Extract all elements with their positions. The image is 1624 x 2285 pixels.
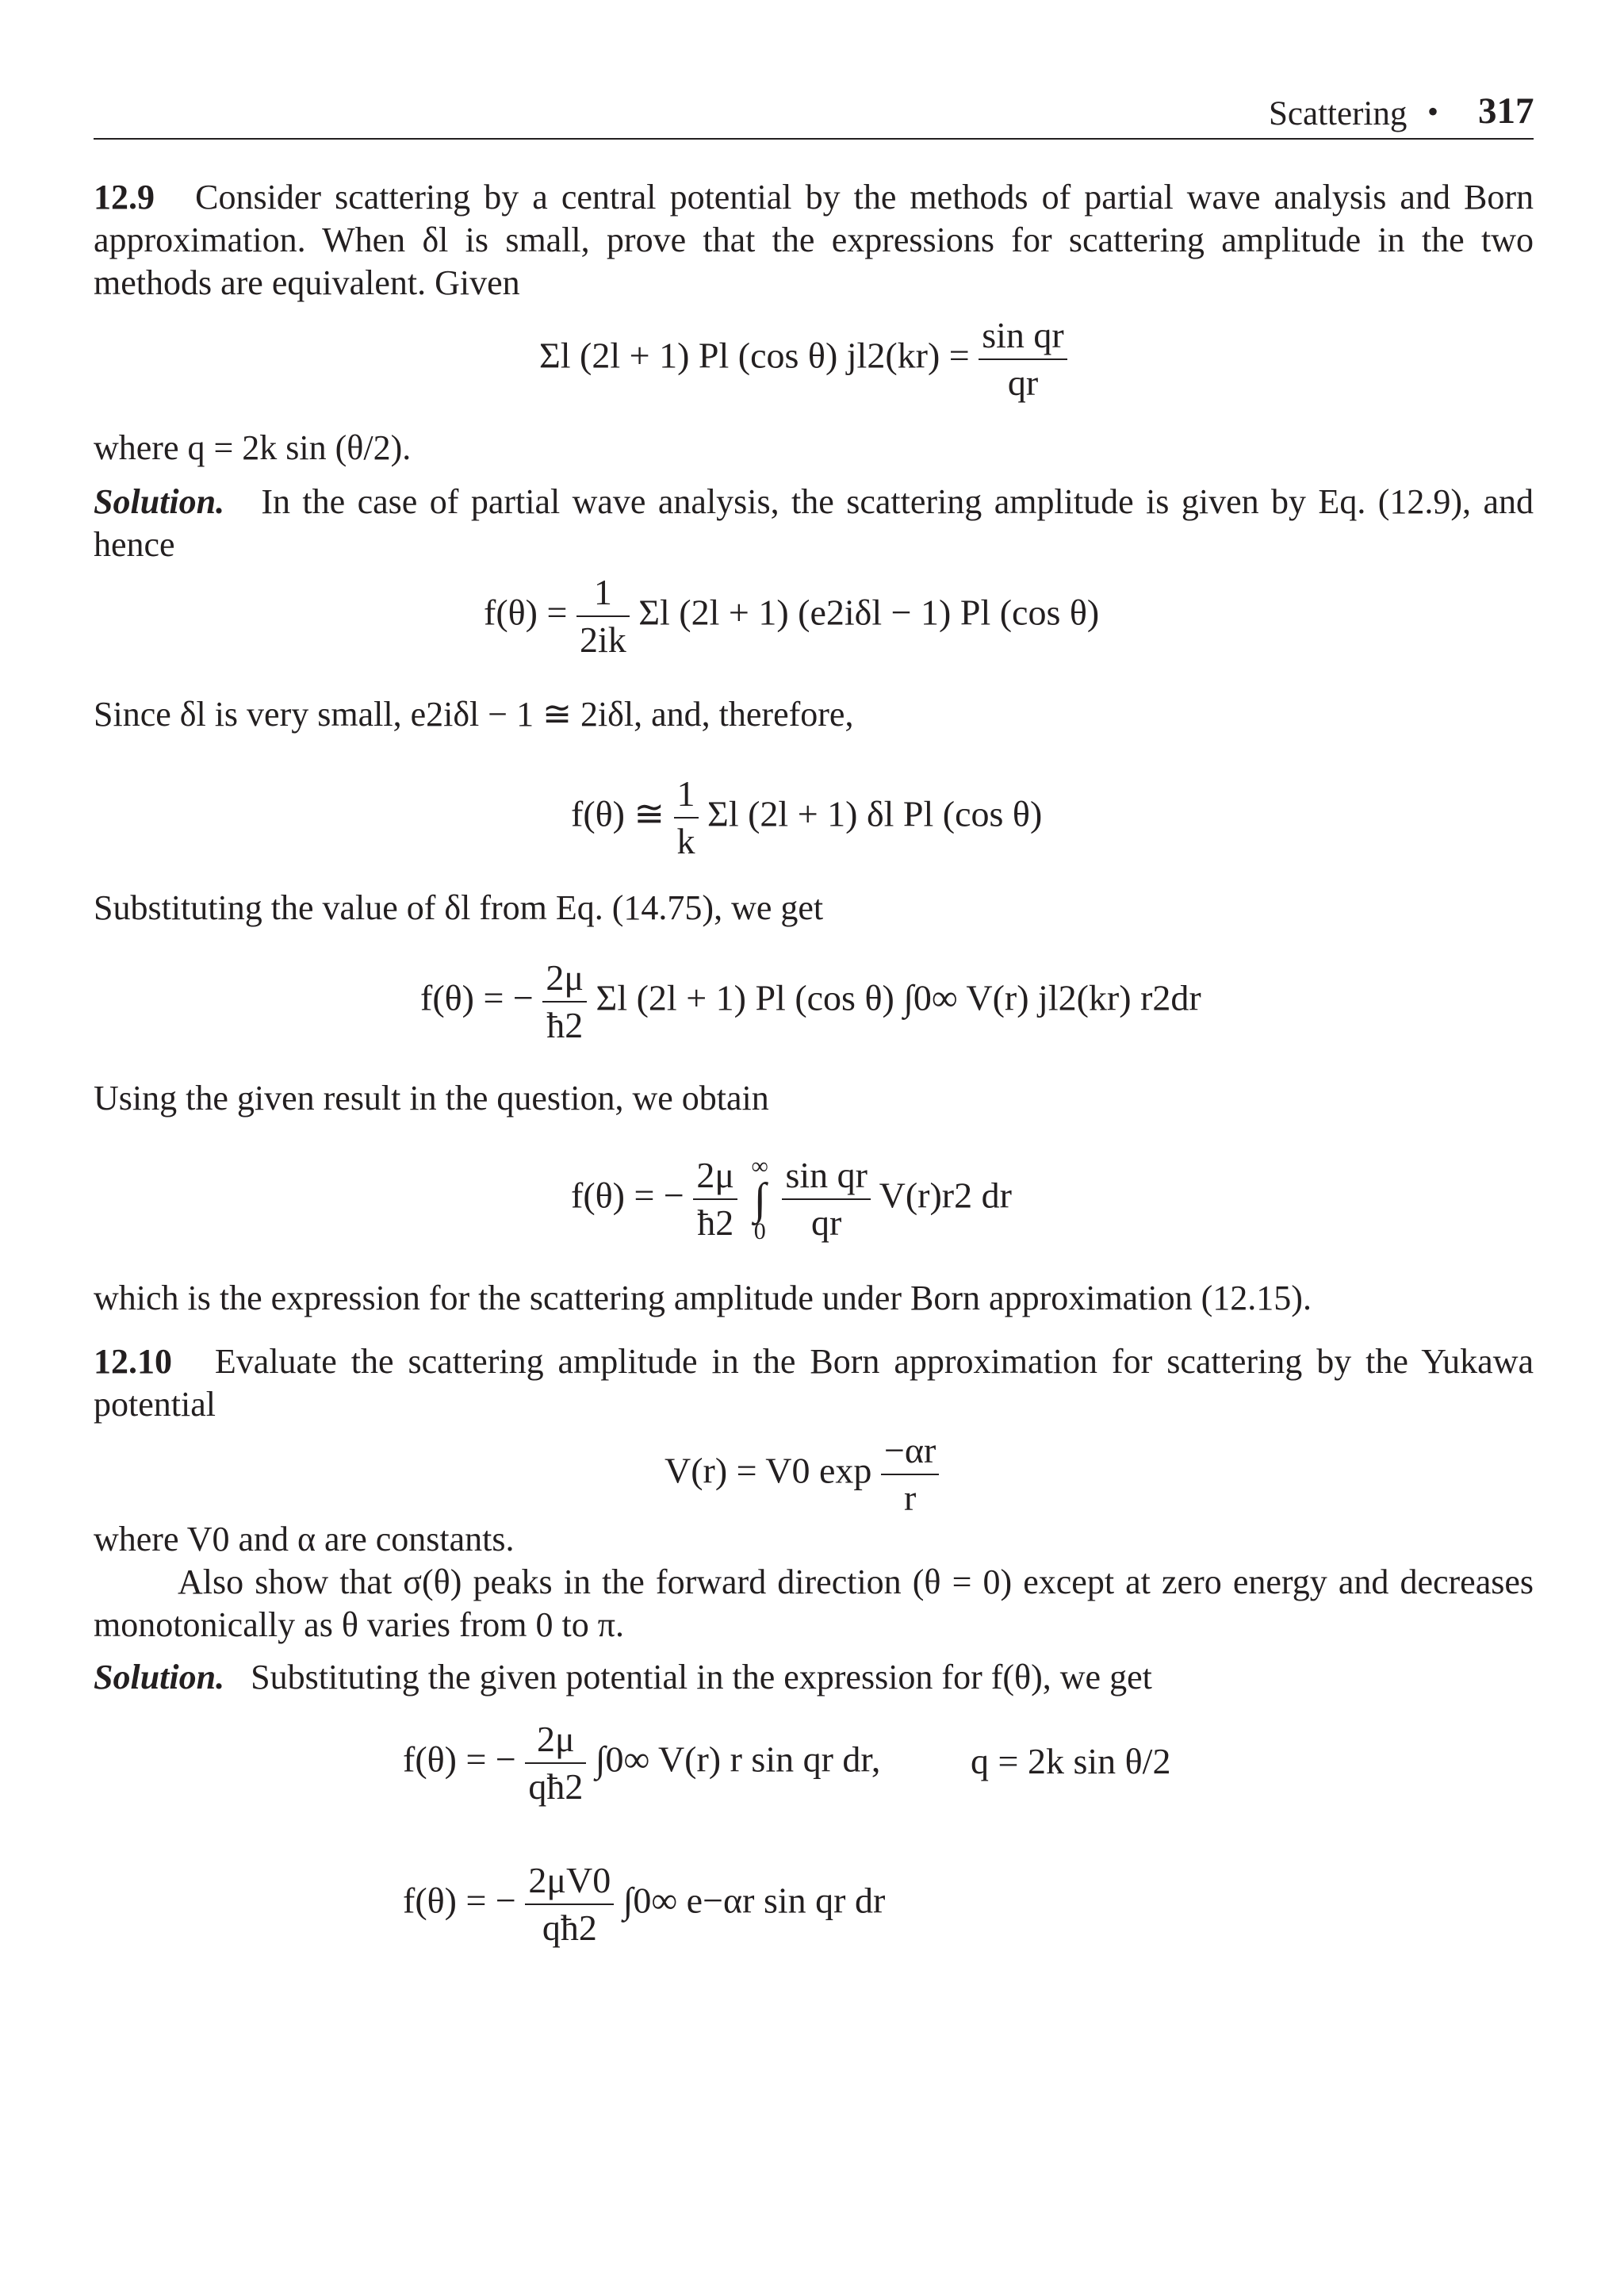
solution-2 [94, 1656, 1534, 1699]
denominator: qħ2 [528, 1766, 584, 1807]
header-bullet: • [1427, 94, 1439, 129]
equation-7-condition: q = 2k sin θ/2 [971, 1741, 1171, 1781]
solution-1-line-2: hence [94, 525, 175, 564]
solution-2-line-1 [94, 1656, 1534, 1699]
using-text: Using the given result in the question, we obtain [94, 1079, 769, 1118]
numerator: 2μV0 [525, 1862, 614, 1905]
equation-2 [484, 574, 1099, 658]
equation-lhs: V(r) = V0 exp [665, 1450, 872, 1491]
since-text: Since δl is very small, e2iδl − 1 ≅ 2iδl, and, therefore, [94, 695, 854, 734]
fraction [693, 1157, 737, 1241]
equation-lhs: f(θ) = [484, 592, 568, 633]
numerator: 2μ [542, 960, 587, 1003]
substituting-text: Substituting the value of δl from Eq. (14.75), we get [94, 888, 824, 927]
equation-lhs: Σl (2l + 1) Pl (cos θ) jl2(kr) = [539, 335, 970, 376]
fraction [525, 1721, 586, 1805]
equation-lhs: f(θ) = − [403, 1739, 516, 1780]
denominator: qħ2 [542, 1907, 597, 1948]
fraction [542, 957, 587, 1045]
integral-sign: ∞ ∫ 0 [751, 1153, 768, 1244]
equation-rhs: Σl (2l + 1) (e2iδl − 1) Pl (cos θ) [638, 592, 1100, 633]
equation-4 [420, 957, 1201, 1045]
denominator: qr [811, 1202, 842, 1243]
problem-text: Evaluate the scattering amplitude in the Born approximation for scattering by the Yukawa [214, 1342, 1534, 1381]
where-text: where V0 and α are constants. [94, 1520, 515, 1558]
problem-12-9-line-2: approximation. When δl is small, prove that the expressions for scattering amplitude in the two [94, 220, 1534, 259]
numerator: 2μ [693, 1157, 737, 1200]
equation-lhs: f(θ) = − [571, 1175, 684, 1216]
problem-12-10-line-2: potential [94, 1385, 216, 1424]
denominator: ħ2 [546, 1005, 584, 1045]
solution-text: In the case of partial wave analysis, the scattering amplitude is given by Eq. (12.9), and [261, 482, 1534, 521]
solution-1 [94, 481, 1534, 566]
equation-rhs: ∫0∞ V(r) r sin qr dr, [595, 1739, 881, 1780]
equation-8 [403, 1862, 885, 1946]
fraction [782, 1157, 871, 1241]
equation-rhs: ∫0∞ e−αr sin qr dr [622, 1880, 886, 1921]
equation-rhs: Σl (2l + 1) δl Pl (cos θ) [707, 793, 1043, 834]
solution-text: Substituting the given potential in the expression for f(θ), we get [251, 1658, 1152, 1696]
numerator: 1 [674, 776, 699, 819]
problem-12-10 [94, 1340, 1534, 1426]
denominator: 2ik [579, 619, 626, 660]
equation-5 [571, 1155, 1012, 1244]
fraction [674, 773, 699, 861]
numerator: sin qr [979, 317, 1067, 360]
running-header-section: Scattering [1269, 95, 1408, 132]
equation-lhs: f(θ) ≅ [571, 793, 665, 834]
equation-1 [539, 317, 1067, 401]
which-line [94, 1277, 1534, 1320]
problem-number: 12.10 [94, 1342, 172, 1381]
which-text: which is the expression for the scattering amplitude under Born approximation (12.15). [94, 1279, 1312, 1317]
fraction [576, 574, 630, 658]
fraction [525, 1862, 614, 1946]
fraction [979, 317, 1067, 401]
using-line [94, 1077, 1534, 1120]
problem-12-9 [94, 176, 1534, 305]
where-line-2 [94, 1518, 1534, 1561]
problem-12-9-line-1 [94, 176, 1534, 219]
solution-label: Solution. [94, 482, 225, 521]
equation-rhs: Σl (2l + 1) Pl (cos θ) ∫0∞ V(r) jl2(kr) r2dr [596, 977, 1201, 1018]
denominator: ħ2 [697, 1202, 734, 1243]
denominator: r [903, 1478, 917, 1518]
since-line [94, 693, 1534, 736]
problem-text: Consider scattering by a central potential by the methods of partial wave analysis and Born [195, 178, 1534, 217]
solution-1-line-1 [94, 481, 1534, 523]
problem-number: 12.9 [94, 178, 155, 217]
header-rule [94, 138, 1534, 140]
problem-12-9-line-3: methods are equivalent. Given [94, 263, 520, 302]
substituting-line [94, 887, 1534, 930]
denominator: qr [1007, 362, 1039, 403]
problem-12-10-line-1 [94, 1340, 1534, 1383]
numerator: 2μ [525, 1721, 586, 1764]
equation-6 [665, 1432, 939, 1516]
fraction [881, 1432, 939, 1516]
equation-3 [571, 773, 1043, 861]
also-line-1: Also show that σ(θ) peaks in the forward direction (θ = 0) except at zero energy and decreases [178, 1562, 1534, 1601]
equation-rhs: V(r)r2 dr [879, 1175, 1012, 1216]
where-text: where q = 2k sin (θ/2). [94, 428, 412, 467]
solution-label: Solution. [94, 1658, 225, 1696]
equation-lhs: f(θ) = − [420, 977, 534, 1018]
numerator: −αr [881, 1432, 939, 1475]
equation-7 [403, 1721, 880, 1805]
also-line-2: monotonically as θ varies from 0 to π. [94, 1605, 624, 1644]
page-number: 317 [1478, 90, 1534, 132]
denominator: k [676, 821, 695, 861]
where-line-1 [94, 427, 1534, 470]
numerator: sin qr [782, 1157, 871, 1200]
equation-lhs: f(θ) = − [403, 1880, 516, 1921]
numerator: 1 [576, 574, 630, 617]
also-show [94, 1561, 1534, 1647]
